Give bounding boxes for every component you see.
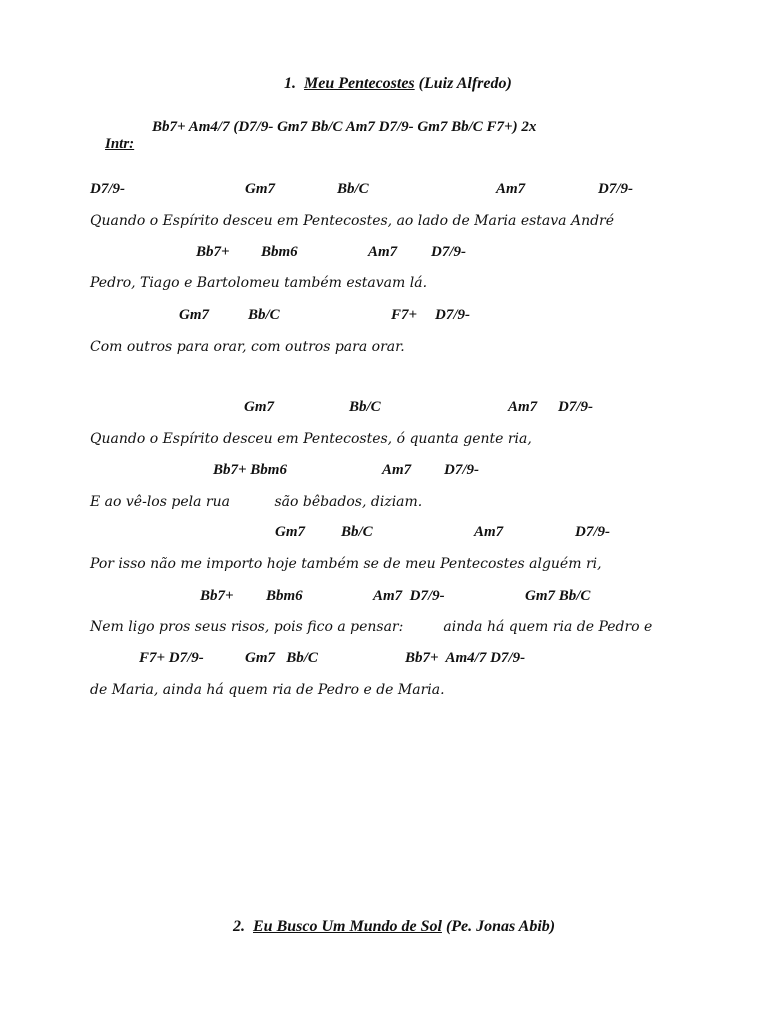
chord: F7+ xyxy=(391,307,418,323)
chord: F7+ D7/9- xyxy=(139,650,204,666)
chord: Bbm6 xyxy=(266,588,303,604)
lyric-line: de Maria, ainda há quem ria de Pedro e de Maria. xyxy=(90,682,445,698)
chord: Am7 xyxy=(368,244,398,260)
chord: Gm7 Bb/C xyxy=(245,650,318,666)
chord-line xyxy=(0,588,768,608)
chord-line xyxy=(0,181,768,201)
chord-line xyxy=(0,524,768,544)
chord-line xyxy=(0,244,768,264)
chord: D7/9- xyxy=(558,399,593,415)
chord: Bb/C xyxy=(337,181,369,197)
song-1-author: (Luiz Alfredo) xyxy=(418,75,512,92)
song-2-title: Eu Busco Um Mundo de Sol xyxy=(253,918,442,935)
song-1-number: 1. xyxy=(284,75,296,92)
chord: D7/9- xyxy=(435,307,470,323)
chord-line xyxy=(0,462,768,482)
song-1-heading xyxy=(268,57,512,111)
chord: D7/9- xyxy=(444,462,479,478)
chord: Bb7+ xyxy=(196,244,230,260)
lyric-line: Por isso não me importo hoje também se de meu Pentecostes alguém ri, xyxy=(90,556,602,572)
lyric-line: Pedro, Tiago e Bartolomeu também estavam lá. xyxy=(90,275,428,291)
chord: Bb7+ xyxy=(200,588,234,604)
chord: Gm7 xyxy=(244,399,274,415)
chord-line xyxy=(0,399,768,419)
chord: Gm7 xyxy=(245,181,275,197)
song-2-number: 2. xyxy=(233,918,245,935)
song-2-author: (Pe. Jonas Abib) xyxy=(445,918,556,935)
intro-line xyxy=(90,119,134,170)
chord: Gm7 xyxy=(179,307,209,323)
chord: D7/9- xyxy=(431,244,466,260)
chord: Bb7+ Am4/7 D7/9- xyxy=(405,650,526,666)
chord: Am7 xyxy=(382,462,412,478)
intro-label: Intr: xyxy=(105,136,135,152)
chord: Bb/C xyxy=(349,399,381,415)
chord: Am7 D7/9- xyxy=(373,588,445,604)
chord-line xyxy=(0,650,768,670)
chord: Am7 xyxy=(496,181,526,197)
lyric-line: E ao vê-los pela rua são bêbados, diziam. xyxy=(90,494,423,510)
chord: Bb/C xyxy=(248,307,280,323)
chord: Gm7 xyxy=(275,524,305,540)
song-1-title: Meu Pentecostes xyxy=(304,75,415,92)
intro-chords: Bb7+ Am4/7 (D7/9- Gm7 Bb/C Am7 D7/9- Gm7 Bb/C F7+) 2x xyxy=(152,119,537,135)
chord: D7/9- xyxy=(575,524,610,540)
chord: D7/9- xyxy=(598,181,633,197)
chord: Am7 xyxy=(508,399,538,415)
lyric-line: Quando o Espírito desceu em Pentecostes, ó quanta gente ria, xyxy=(90,431,532,447)
chord: Bb7+ Bbm6 xyxy=(213,462,287,478)
chord: Bbm6 xyxy=(261,244,298,260)
chord: D7/9- xyxy=(90,181,125,197)
chord: Am7 xyxy=(474,524,504,540)
chord: Gm7 Bb/C xyxy=(525,588,591,604)
chord: Bb/C xyxy=(341,524,373,540)
song-2-heading xyxy=(217,900,555,954)
chord-line xyxy=(0,307,768,327)
lyric-line: Nem ligo pros seus risos, pois fico a pensar: ainda há quem ria de Pedro e xyxy=(90,619,653,635)
lyric-line: Quando o Espírito desceu em Pentecostes, ao lado de Maria estava André xyxy=(90,213,615,229)
lyric-line: Com outros para orar, com outros para orar. xyxy=(90,339,405,355)
